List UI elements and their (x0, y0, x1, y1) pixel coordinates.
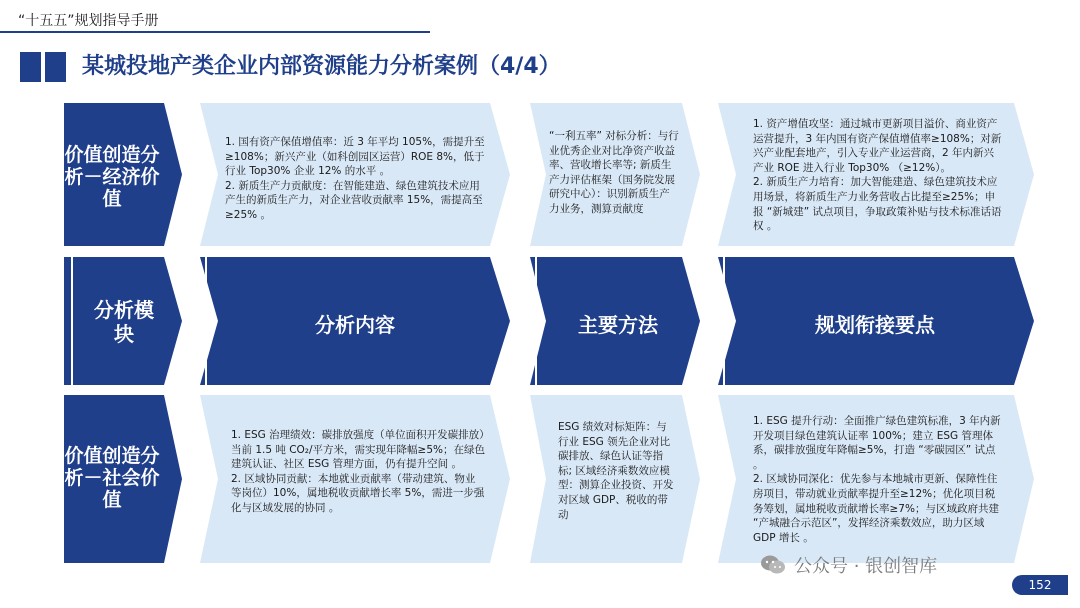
planning-text-economic: 1. 资产增值攻坚：通过城市更新项目溢价、商业资产运营提升，3 年内国有资产保值增值率≥108%；对新兴产业配套地产，引入专业产业运营商，2 年内新兴产业 ROE 进入行业 Top30% （≥12%）。 2. 新质生产力培育：加大智能建造、绿色建筑技术应用场景，将新质生产力业务营收占比提至≥25%；申报 “新城建” 试点项目，争取政策补贴与技术标准话语权 。 (753, 118, 1002, 233)
method-text-social: ESG 绩效对标矩阵：与行业 ESG 领先企业对比碳排放、绿色认证等指标; 区域经济乘数效应模型：测算企业投资、开发对区域 GDP、税收的带动 (558, 421, 674, 521)
row-label-economic-text: 价值创造分析－经济价值 (64, 144, 160, 210)
header-label-planning: 规划衔接要点 (815, 313, 935, 337)
page-title: 某城投地产类企业内部资源能力分析案例（4/4） (82, 54, 561, 79)
title-accent-bar (20, 52, 41, 82)
page-number: 152 (1028, 578, 1052, 592)
method-text-economic: “一利五率” 对标分析：与行业优秀企业对比净资产收益率、营收增长率等; 新质生产力评估框架（国务院发展研究中心）：识别新质生产力业务，测算贡献度 (549, 130, 679, 215)
watermark (760, 552, 937, 578)
planning-text-social: 1. ESG 提升行动：全面推广绿色建筑标准，3 年内新开发项目绿色建筑认证率 100%；建立 ESG 管理体系，碳排放强度年降幅≥5%，打造 “零碳园区” 试点 。 2. 区域协同深化：优先参与本地城市更新、保障性住房项目，带动就业贡献率提升至≥12%；优化项目税务筹划，属地税收贡献增长率≥7%；与区域政府共建 “产城融合示范区”，发挥经济乘数效应，助力区域 GDP 增长 。 (753, 415, 1001, 544)
row-label-module-text: 分析模块 (94, 298, 154, 346)
header-underline (0, 31, 430, 33)
header-label-method: 主要方法 (578, 313, 658, 337)
row-label-social-text: 价值创造分析－社会价值 (64, 445, 160, 511)
analysis-text-economic: 1. 国有资产保值增值率：近 3 年平均 105%，需提升至≥108%；新兴产业（如科创园区运营）ROE 8%，低于行业 Top30% 企业 12% 的水平 。 2. 新质生产力贡献度：在智能建造、绿色建筑技术应用产生的新质生产力，对企业营收贡献率 15%，需提高至≥25% 。 (225, 136, 485, 221)
analysis-text-social: 1. ESG 治理绩效：碳排放强度（单位面积开发碳排放）当前 1.5 吨 CO₂/平方米，需实现年降幅≥5%；在绿色建筑认证、社区 ESG 管理方面，仍有提升空间 。 2. 区域协同贡献：本地就业贡献率（带动建筑、物业等岗位）10%，属地税收贡献增长率 5%，需进一步强化与区域发展的协同 。 (231, 429, 486, 514)
wechat-icon (760, 554, 786, 576)
handbook-header: “十五五”规划指导手册 (18, 13, 159, 29)
header-label-analysis: 分析内容 (315, 313, 395, 337)
title-accent-bar (45, 52, 66, 82)
watermark-text: 公众号 · 银创智库 (794, 556, 938, 577)
